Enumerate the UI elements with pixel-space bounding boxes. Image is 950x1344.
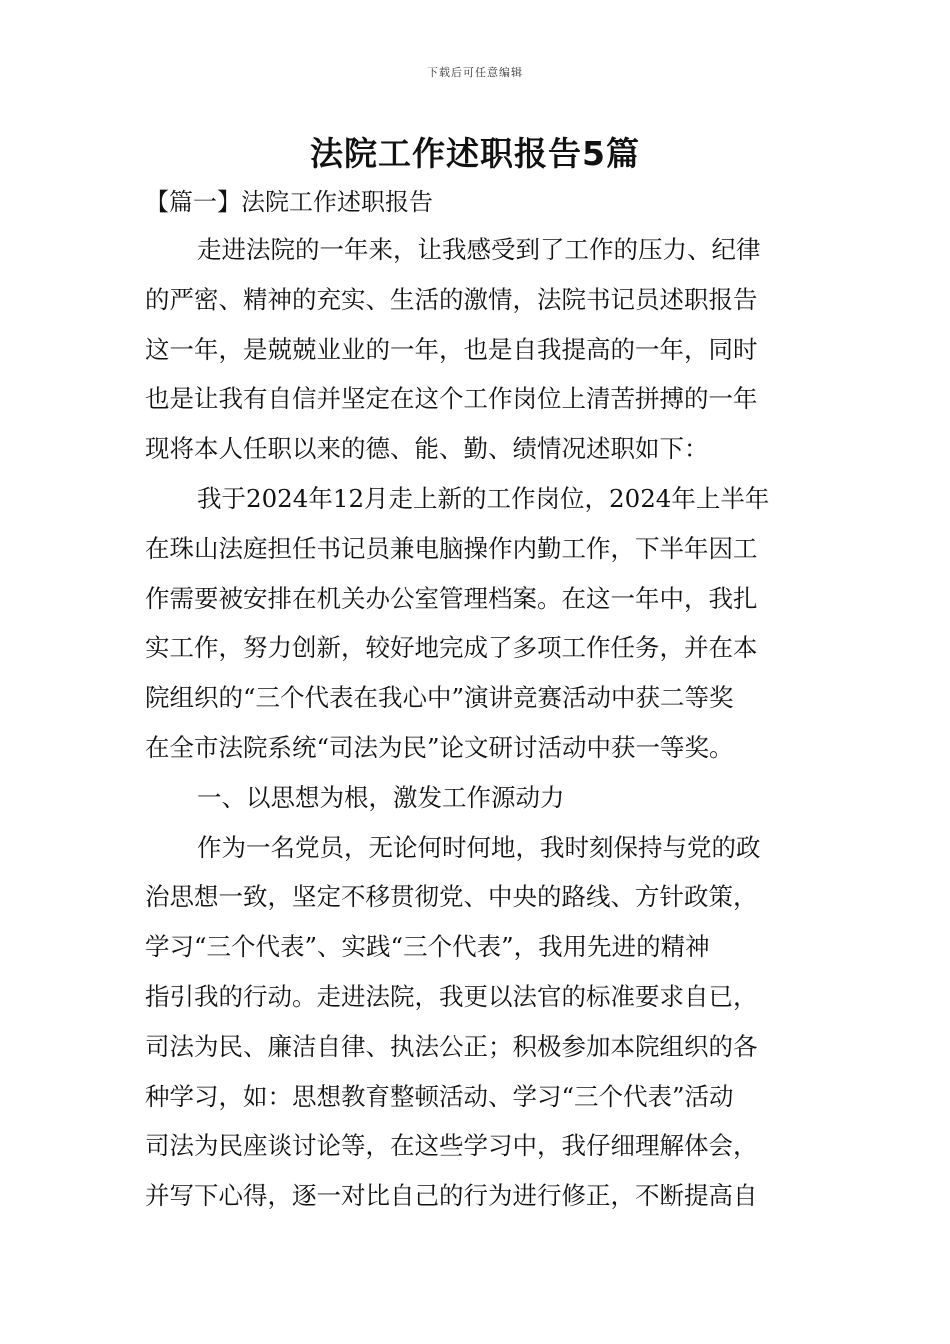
paragraph-line: 学习“三个代表”、实践“三个代表”，我用先进的精神 [145,932,710,962]
subsection-heading: 一、以思想为根，激发工作源动力 [197,782,565,812]
paragraph-line: 在全市法院系统“司法为民”论文研讨活动中获一等奖。 [145,732,734,762]
paragraph-line: 在珠山法庭担任书记员兼电脑操作内勤工作，下半年因工 [145,533,758,563]
paragraph-line: 治思想一致，坚定不移贯彻党、中央的路线、方针政策， [145,882,758,912]
paragraph-line: 种学习，如：思想教育整顿活动、学习“三个代表”活动 [145,1081,734,1111]
paragraph-line: 指引我的行动。走进法院，我更以法官的标准要求自已， [145,981,758,1011]
paragraph-line: 作为一名党员，无论何时何地，我时刻保持与党的政 [197,832,761,862]
document-body [145,225,810,1221]
document-title: 法院工作述职报告5篇 [310,134,640,173]
paragraph-line: 院组织的“三个代表在我心中”演讲竞赛活动中获二等奖 [145,683,734,713]
paragraph-line: 走进法院的一年来，让我感受到了工作的压力、纪律 [197,235,761,264]
paragraph-line: 司法为民座谈讨论等，在这些学习中，我仔细理解体会， [145,1131,758,1161]
paragraph-line: 的严密、精神的充实、生活的激情，法院书记员述职报告 [145,284,758,314]
paragraph-line: 作需要被安排在机关办公室管理档案。在这一年中，我扎 [145,583,758,613]
header-note: 下载后可任意编辑 [427,66,523,79]
paragraph-line: 我于2024年12月走上新的工作岗位，2024年上半年 [197,483,770,513]
paragraph-line: 现将本人任职以来的德、能、勤、绩情况述职如下： [145,434,709,464]
paragraph-line: 也是让我有自信并坚定在这个工作岗位上清苦拼搏的一年 [145,384,758,414]
paragraph-line: 实工作，努力创新，较好地完成了多项工作任务，并在本 [145,633,758,663]
section-heading: 【篇一】法院工作述职报告 [145,188,433,216]
paragraph-line: 并写下心得，逐一对比自己的行为进行修正，不断提高自 [145,1181,758,1211]
paragraph-line: 司法为民、廉洁自律、执法公正；积极参加本院组织的各 [145,1031,758,1061]
paragraph-line: 这一年，是兢兢业业的一年，也是自我提高的一年，同时 [145,334,758,364]
